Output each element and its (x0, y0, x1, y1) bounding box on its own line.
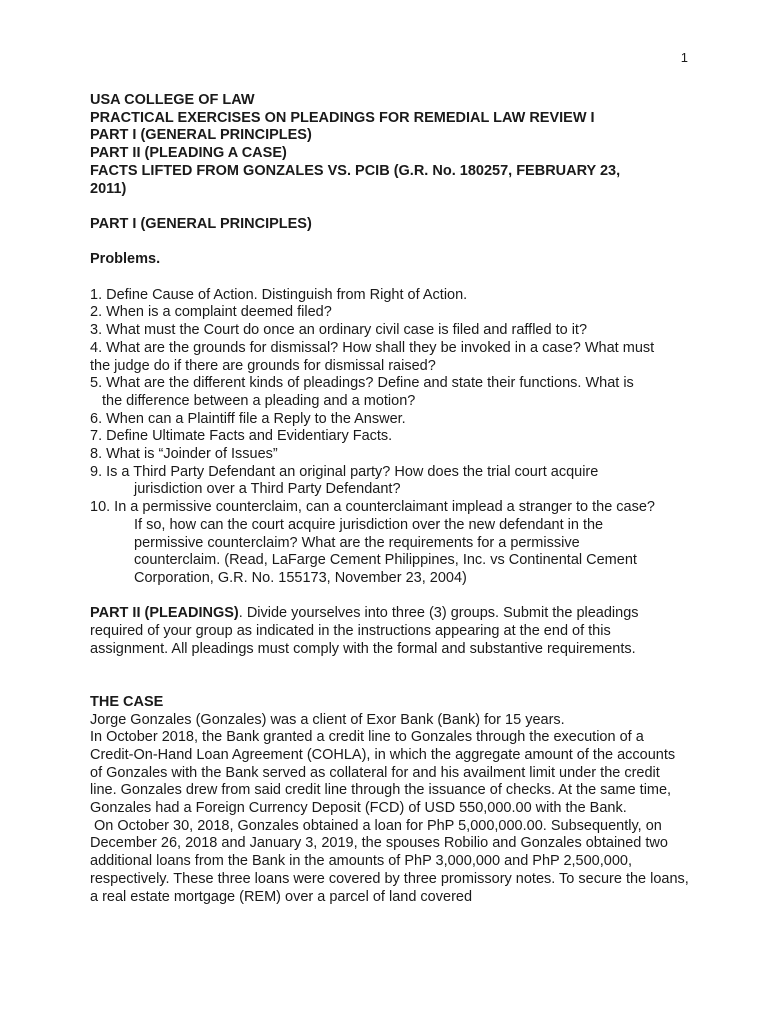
problem-text: 1. Define Cause of Action. Distinguish from Right of Action. (90, 286, 468, 303)
case-paragraph-1: Jorge Gonzales (Gonzales) was a client of Exor Bank (Bank) for 15 years. (90, 711, 565, 728)
header-line-part2: PART II (PLEADING A CASE) (90, 145, 287, 162)
problem-item (90, 446, 690, 464)
problem-text-continuation: the judge do if there are grounds for dismissal raised? (90, 357, 436, 374)
part2-heading: PART II (PLEADINGS) (90, 605, 239, 622)
page-number: 1 (680, 50, 688, 65)
problem-text: 2. When is a complaint deemed filed? (90, 304, 332, 321)
problem-text: 7. Define Ultimate Facts and Evidentiary Facts. (90, 428, 393, 445)
problem-item (90, 322, 690, 340)
problem-text: 5. What are the different kinds of pleadings? Define and state their functions. What is (90, 375, 634, 392)
case-paragraph-3: On October 30, 2018, Gonzales obtained a loan for PhP 5,000,000.00. Subsequently, on December 26, 2018 and January 3, 2019, the spouses Robilio and Gonzales obtained two additional loans from the Bank in the amounts of PhP 3,000,000 and PhP 2,500,000, respectively. These three loans were covered by three promissory notes. To secure the loans, a real estate mortgage (REM) over a parcel of land covered (90, 817, 693, 905)
header-line-facts: FACTS LIFTED FROM GONZALES VS. PCIB (G.R. No. 180257, FEBRUARY 23, (90, 162, 621, 179)
problem-text: 9. Is a Third Party Defendant an original party? How does the trial court acquire (90, 463, 599, 480)
the-case-heading: THE CASE (90, 693, 164, 710)
part2-paragraph (90, 605, 690, 658)
part1-heading: PART I (GENERAL PRINCIPLES) (90, 215, 312, 232)
problem-text-continuation: jurisdiction over a Third Party Defendant? (134, 481, 401, 498)
document-body (90, 92, 693, 906)
case-paragraph-2: In October 2018, the Bank granted a credit line to Gonzales through the execution of a Credit-On-Hand Loan Agreement (COHLA), in which the aggregate amount of the accounts of Gonzales with the Bank served as collateral for and his availment limit under the credit line. Gonzales drew from said credit line through the issuance of checks. At the same time, Gonzales had a Foreign Currency Deposit (FCD) of USD 550,000.00 with the Bank. (90, 729, 676, 817)
header-line-title: PRACTICAL EXERCISES ON PLEADINGS FOR REMEDIAL LAW REVIEW I (90, 109, 595, 126)
part2-text: . Divide yourselves into three (3) groups. Submit the pleadings required of your group as indicated in the instructions appearing at the end of this assignment. All pleadings must comply with the formal and substantive requirements. (90, 605, 639, 657)
problem-item (90, 411, 690, 429)
problems-list (90, 287, 690, 588)
problem-text-continuation: Corporation, G.R. No. 155173, November 23, 2004) (134, 569, 467, 586)
problem-text-continuation: the difference between a pleading and a motion? (102, 392, 416, 409)
problem-text-continuation: counterclaim. (Read, LaFarge Cement Philippines, Inc. vs Continental Cement (134, 552, 637, 569)
problem-item (90, 340, 690, 375)
problem-text: 4. What are the grounds for dismissal? How shall they be invoked in a case? What must (90, 339, 655, 356)
problem-text: 10. In a permissive counterclaim, can a counterclaimant implead a stranger to the case? (90, 499, 655, 516)
header-line-year: 2011) (90, 180, 127, 197)
problems-heading: Problems. (90, 251, 161, 268)
document-header (90, 92, 690, 198)
problem-item (90, 375, 690, 410)
problem-text: 6. When can a Plaintiff file a Reply to the Answer. (90, 410, 406, 427)
header-line-school: USA COLLEGE OF LAW (90, 92, 255, 108)
problem-item (90, 304, 690, 322)
problem-item (90, 287, 690, 305)
problem-item (90, 464, 690, 499)
problem-item (90, 499, 690, 588)
problem-text-continuation: permissive counterclaim? What are the requirements for a permissive (134, 534, 580, 551)
problem-text-continuation: If so, how can the court acquire jurisdiction over the new defendant in the (134, 516, 604, 533)
problem-item (90, 428, 690, 446)
problem-text: 8. What is “Joinder of Issues” (90, 446, 278, 463)
problem-text: 3. What must the Court do once an ordinary civil case is filed and raffled to it? (90, 322, 588, 339)
the-case-section (90, 693, 693, 906)
header-line-part1: PART I (GENERAL PRINCIPLES) (90, 127, 312, 144)
